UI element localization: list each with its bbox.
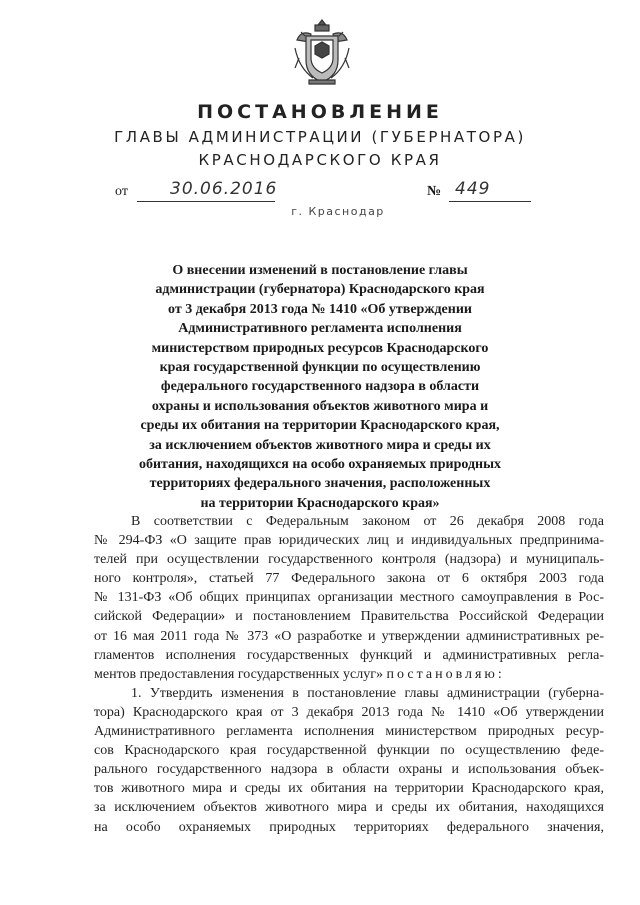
number-label: № xyxy=(427,184,442,199)
resolve-word: постановляю: xyxy=(386,666,505,682)
title-line: министерством природных ресурсов Краснодарского xyxy=(151,340,489,356)
date-label: от xyxy=(115,184,128,199)
title-line: края государственной функции по осуществлению xyxy=(159,360,481,376)
body-line: телей при осуществлении государственного контроля (надзора) и муниципаль- xyxy=(94,552,604,568)
title-line: среды их обитания на территории Краснодарского края, xyxy=(140,418,500,434)
body-line: за исключением объектов животного мира и среды их обитания, находящихся xyxy=(94,800,604,816)
document-title xyxy=(130,261,510,513)
title-line: администрации (губернатора) Краснодарского края xyxy=(155,282,485,298)
body-line: Административного регламента исполнения министерством природных ресур- xyxy=(94,724,604,740)
document-body xyxy=(94,512,604,837)
body-line-text: ментов предоставления государственных услуг» xyxy=(94,666,384,682)
body-line: сов Краснодарского края государственной функции по осуществлению феде- xyxy=(94,743,604,759)
title-line: федерального государственного надзора в области xyxy=(160,379,480,395)
body-line: № 131-ФЗ «Об общих принципах организации местного самоуправления в Рос- xyxy=(94,590,604,606)
authority-heading-line2: КРАСНОДАРСКОГО КРАЯ xyxy=(198,151,442,169)
document-type-heading: ПОСТАНОВЛЕНИЕ xyxy=(197,101,443,123)
date-underline xyxy=(137,201,275,202)
body-line: сийской Федерации» и постановлением Правительства Российской Федерации xyxy=(94,609,604,625)
number-underline xyxy=(449,201,531,202)
title-line: О внесении изменений в постановление главы xyxy=(172,263,468,278)
body-line: рального государственного надзора в области охраны и использования объек- xyxy=(94,762,604,778)
body-line: В соответствии с Федеральным законом от 26 декабря 2008 года xyxy=(131,514,604,529)
title-line: от 3 декабря 2013 года № 1410 «Об утверждении xyxy=(168,301,472,317)
body-line: тора) Краснодарского края от 3 декабря 2013 года № 1410 «Об утверждении xyxy=(94,704,604,720)
body-line-with-resolve xyxy=(94,665,604,684)
city-label: г. Краснодар xyxy=(291,205,385,218)
body-line: гламентов исполнения государственных функций и административных регла- xyxy=(94,647,604,663)
title-line: на территории Краснодарского края» xyxy=(200,495,440,511)
authority-heading-line1: ГЛАВЫ АДМИНИСТРАЦИИ (ГУБЕРНАТОРА) xyxy=(114,128,526,146)
body-line: тов животного мира и среды их обитания на территории Краснодарского края, xyxy=(94,781,604,797)
coat-of-arms-emblem xyxy=(291,18,353,86)
title-line: территориях федерального значения, расположенных xyxy=(149,476,491,492)
title-line: Административного регламента исполнения xyxy=(178,321,462,337)
body-line: 1. Утвердить изменения в постановление главы администрации (губерна- xyxy=(131,685,604,701)
title-line: за исключением объектов животного мира и среды их xyxy=(149,437,491,453)
body-line: от 16 мая 2011 года № 373 «О разработке и утверждении административных ре- xyxy=(94,628,604,644)
body-line: ного контроля», статьей 77 Федерального закона от 6 октября 2003 года xyxy=(94,571,604,587)
body-line: № 294-ФЗ «О защите прав юридических лиц и индивидуальных предпринима- xyxy=(94,533,604,549)
title-line: обитания, находящихся на особо охраняемых природных xyxy=(138,457,502,473)
number-value-handwritten: 449 xyxy=(455,179,491,199)
dateline xyxy=(115,181,535,205)
date-value-handwritten: 30.06.2016 xyxy=(170,179,278,199)
title-line: охраны и использования объектов животного мира и xyxy=(151,398,489,414)
body-line: на особо охраняемых природных территориях федерального значения, xyxy=(94,819,604,835)
